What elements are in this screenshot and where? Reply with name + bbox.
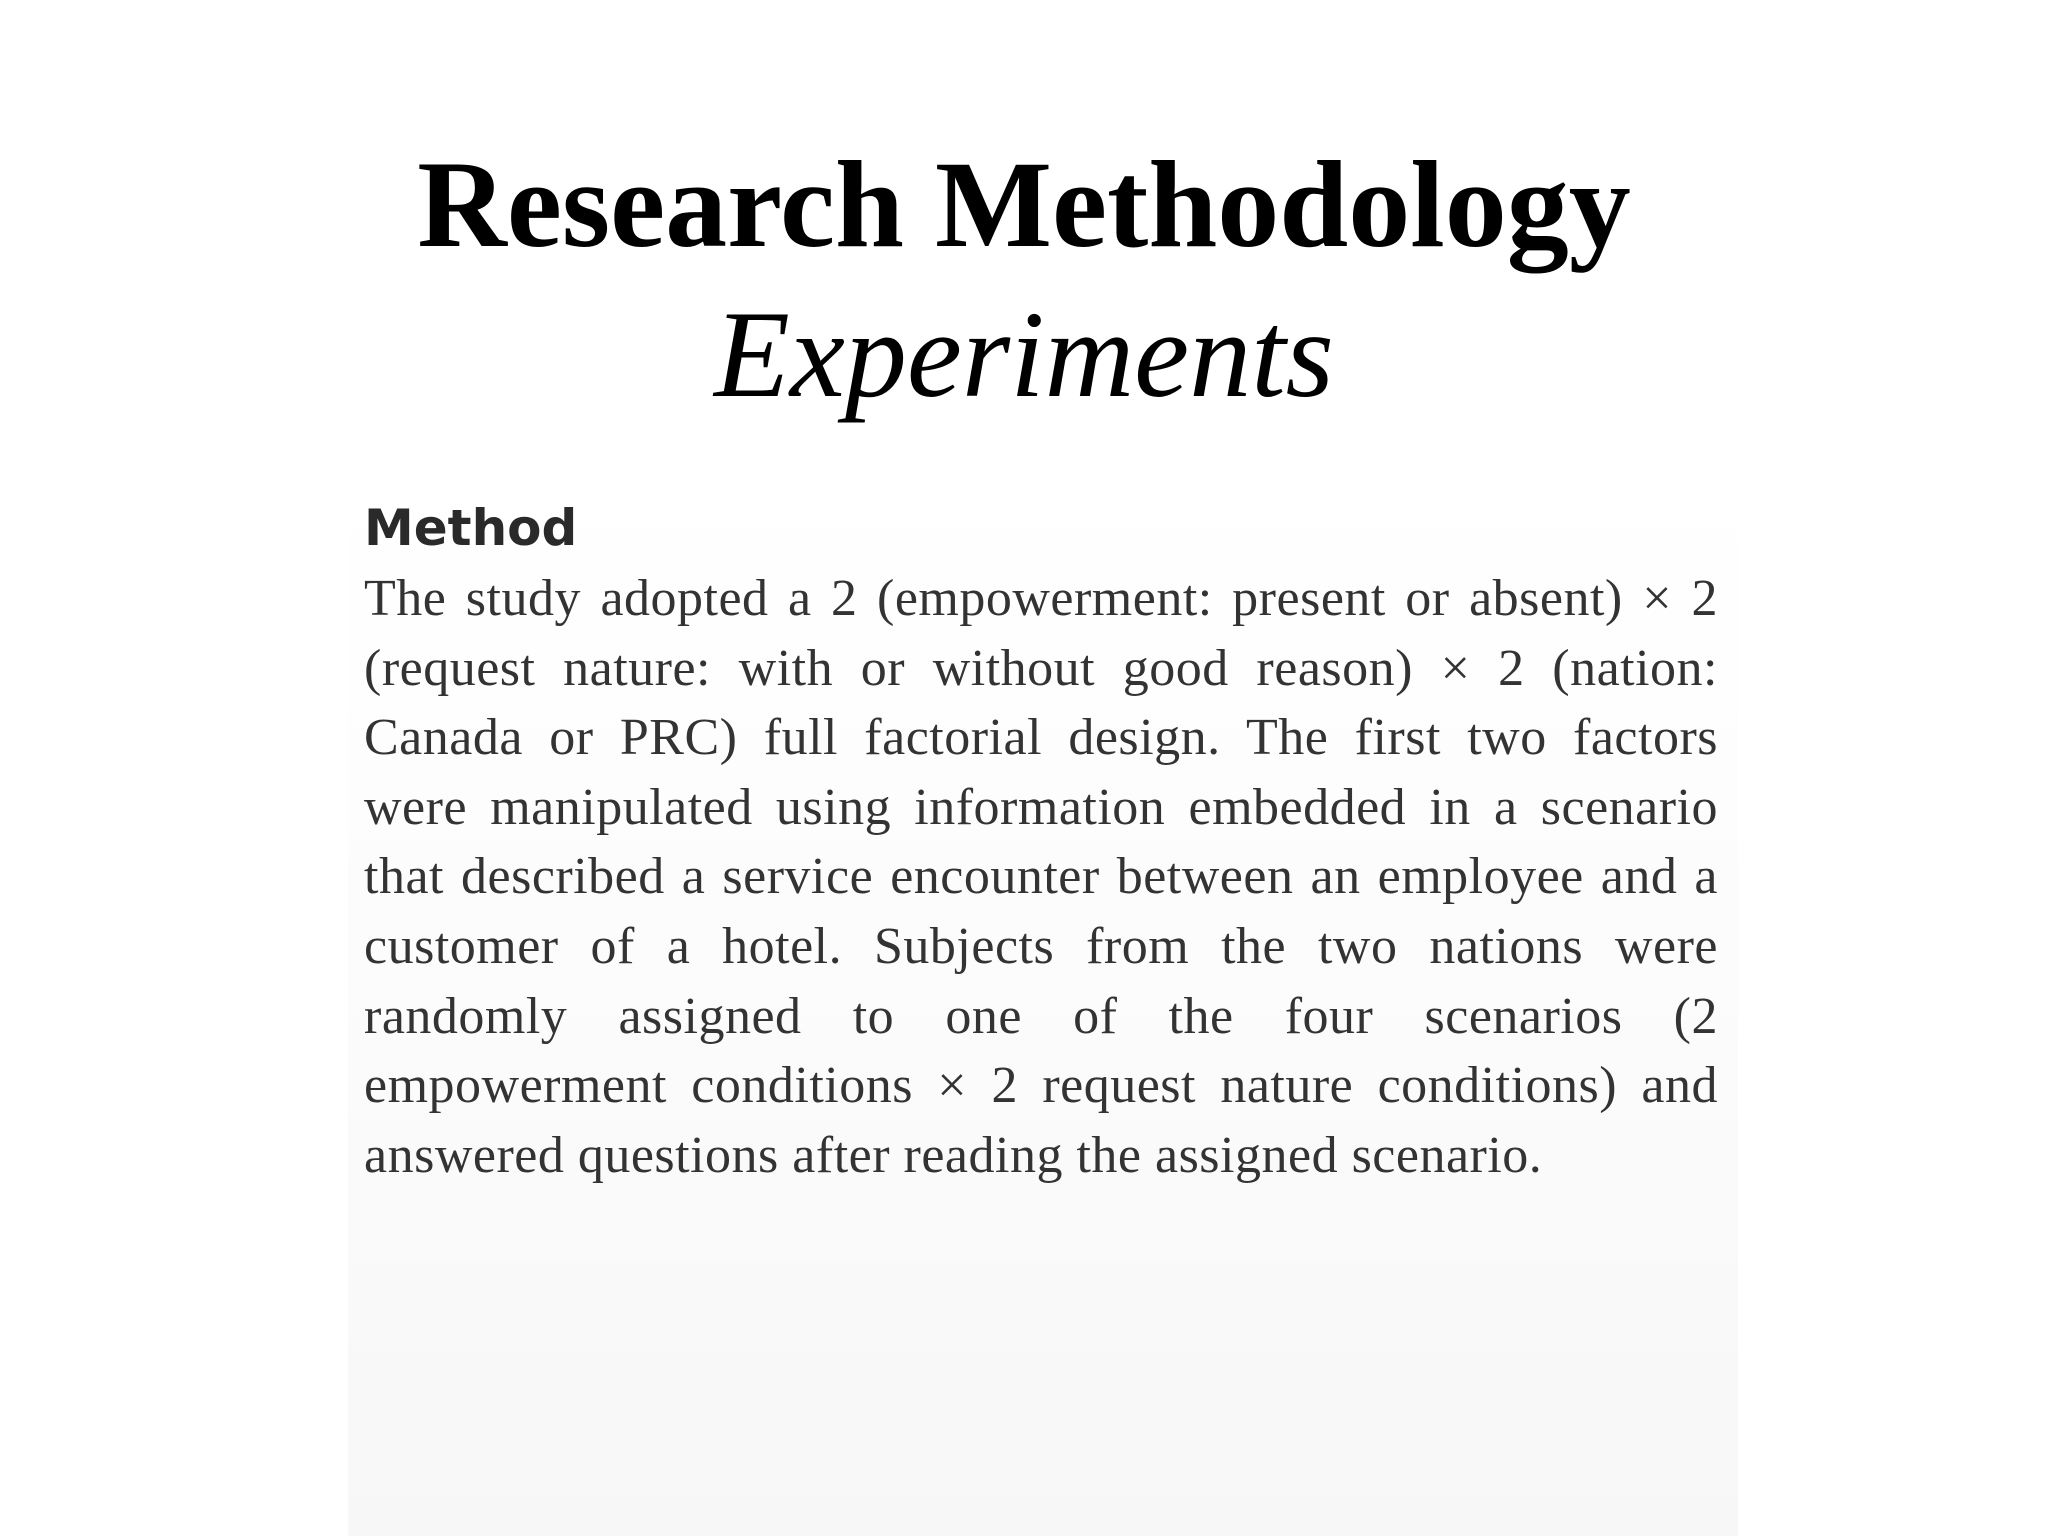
method-paragraph: The study adopted a 2 (empowerment: present or absent) × 2 (request nature: with or without good reason) × 2 (nation: Canada or PRC) full factorial design. The first two factors were manipulated using information embedded in a scenario that described a service encounter between an employee and a customer of a hotel. Subjects from the two nations were randomly assigned to one of the four scenarios (2 empowerment conditions × 2 request nature conditions) and answered questions after reading the assigned scenario.: [364, 570, 1718, 1184]
method-heading: Method: [364, 499, 578, 557]
slide-title: Research Methodology: [417, 136, 1631, 273]
slide-subtitle: Experiments: [714, 286, 1334, 423]
scanned-excerpt: [348, 470, 1738, 1536]
